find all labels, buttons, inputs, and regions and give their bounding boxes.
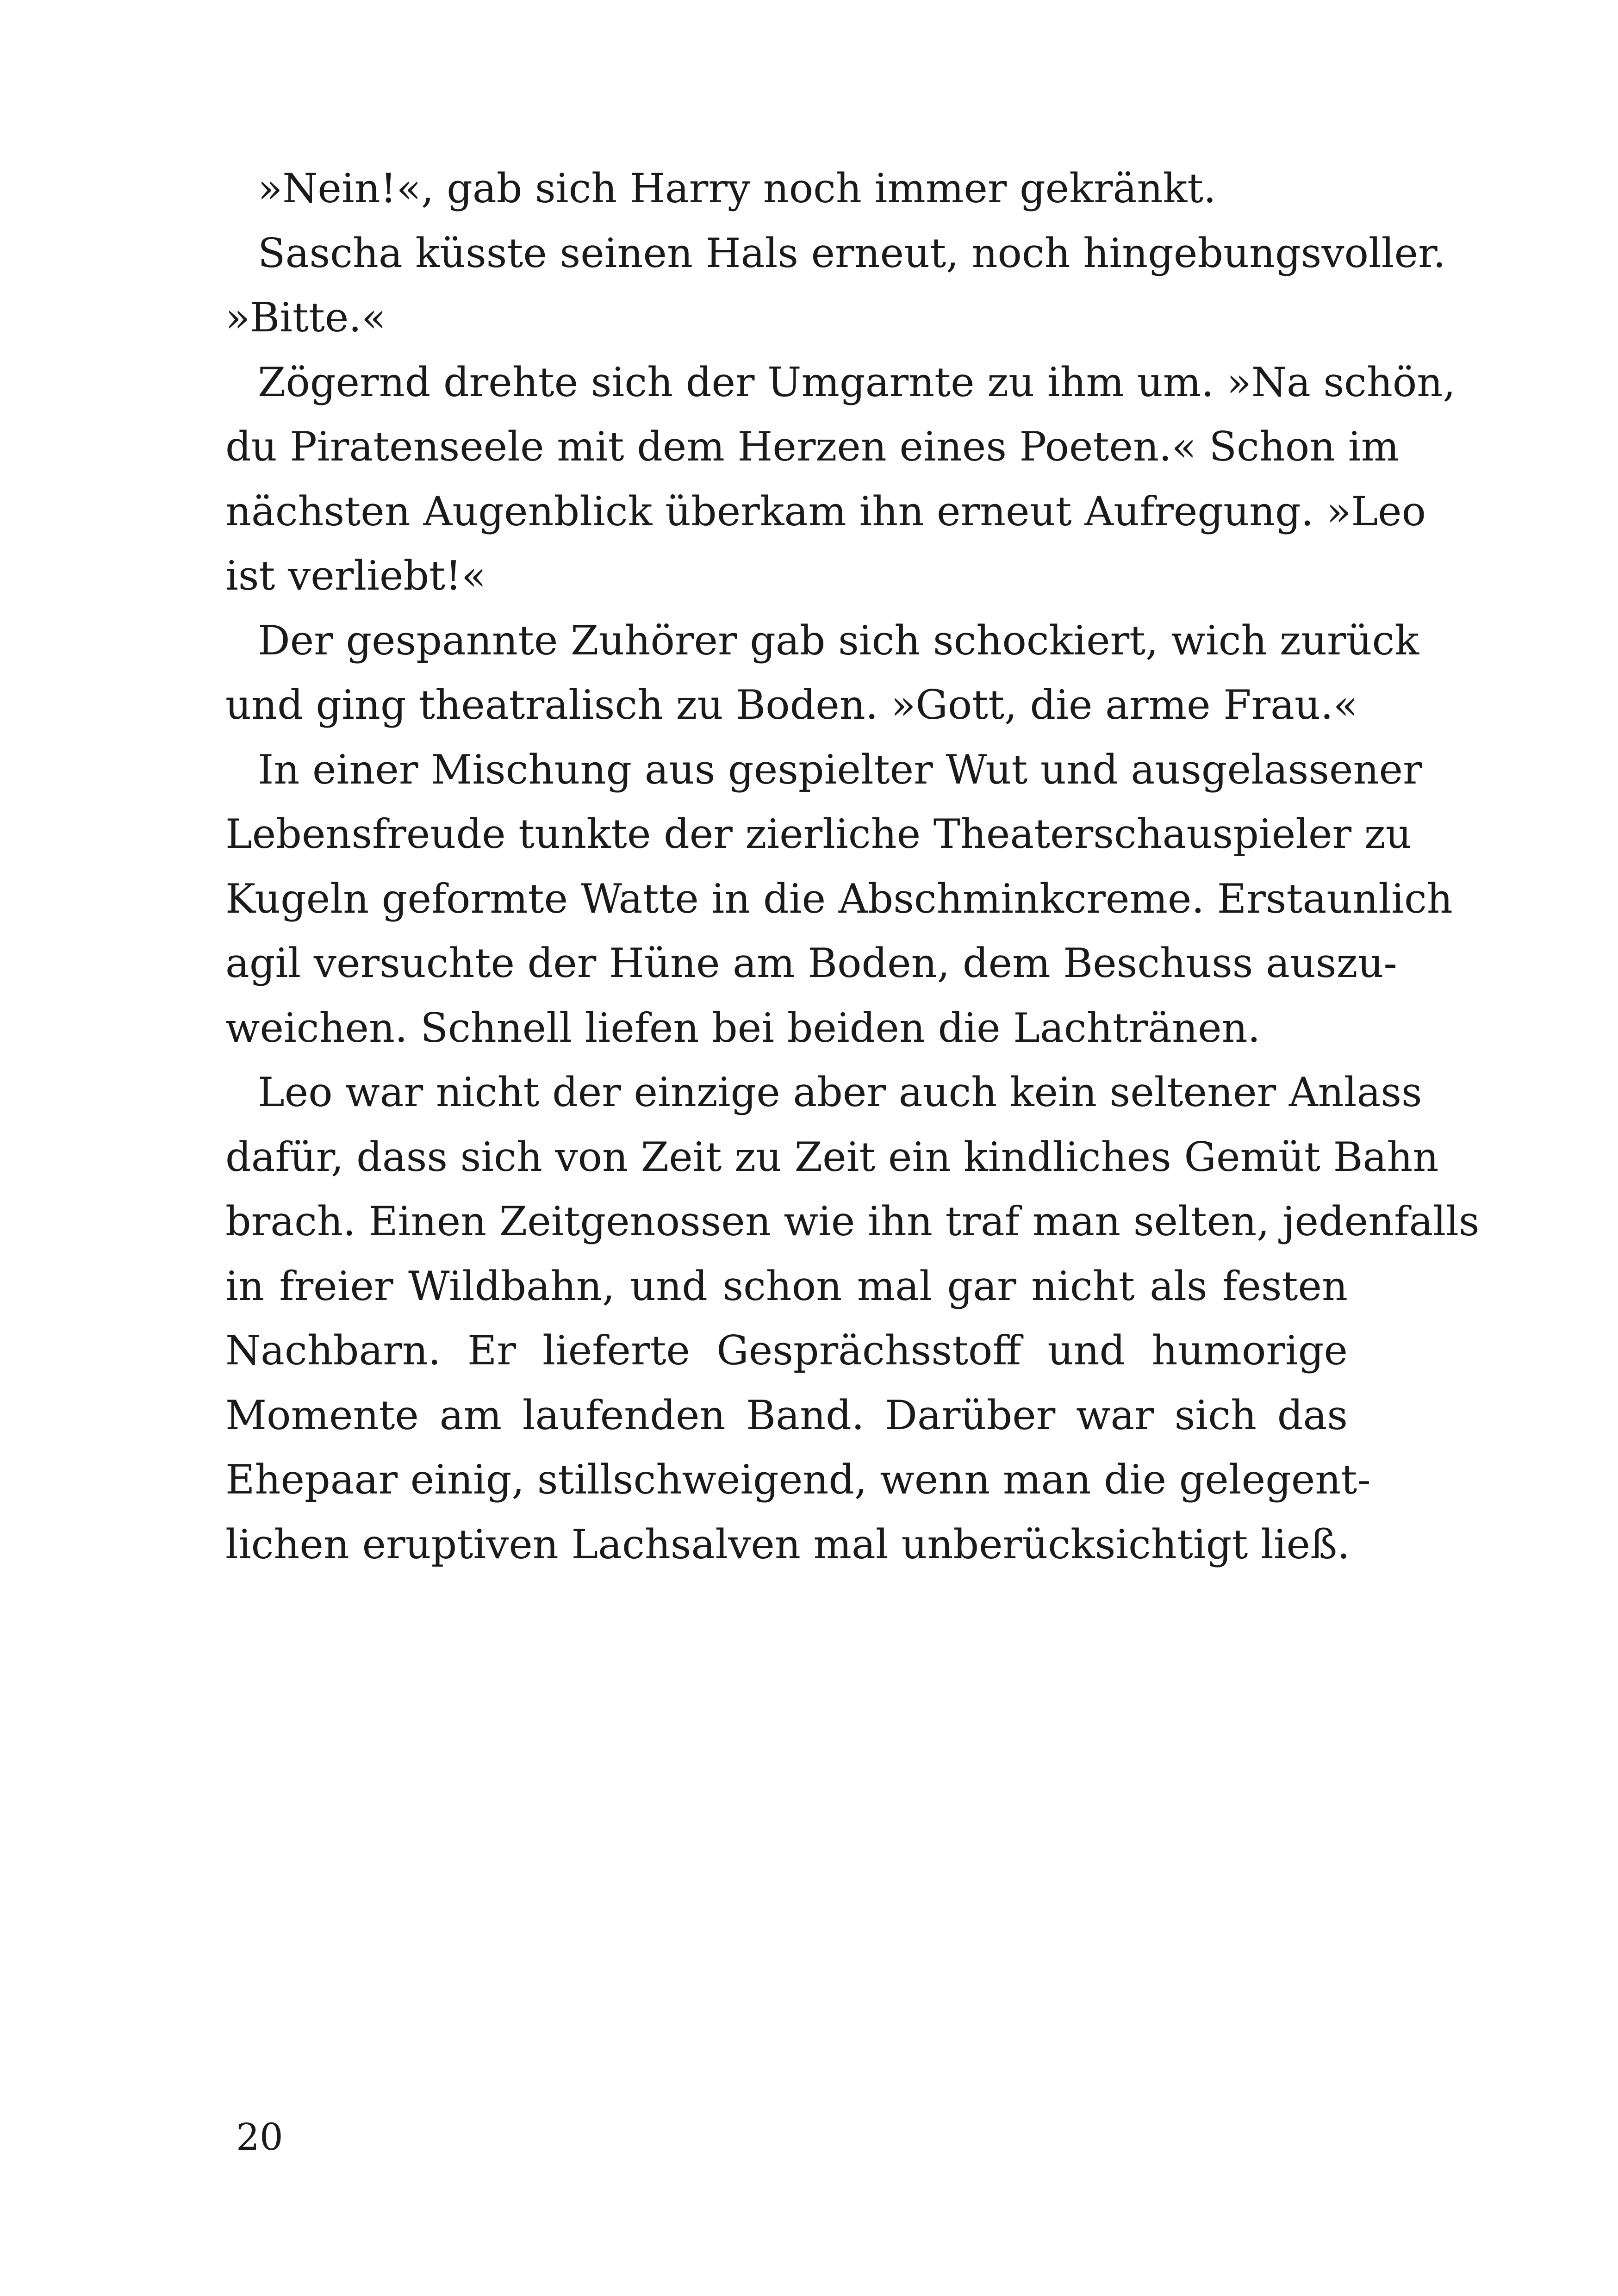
text-line: nächsten Augenblick überkam ihn erneut Aufregung. »Leo bbox=[225, 487, 1426, 535]
text-line: Der gespannte Zuhörer gab sich schockiert, wich zurück bbox=[258, 616, 1419, 664]
text-line: du Piratenseele mit dem Herzen eines Poeten.« Schon im bbox=[225, 423, 1400, 470]
text-line: Momente am laufenden Band. Darüber war sich das bbox=[225, 1391, 1348, 1439]
text-line: Nachbarn. Er lieferte Gesprächsstoff und humorige bbox=[225, 1327, 1348, 1374]
text-line: Kugeln geformte Watte in die Abschminkcreme. Erstaunlich bbox=[225, 875, 1453, 922]
text-line: Lebensfreude tunkte der zierliche Theaterschauspieler zu bbox=[225, 810, 1412, 858]
text-line: Ehepaar einig, stillschweigend, wenn man die gelegent- bbox=[225, 1456, 1371, 1503]
page-number: 20 bbox=[236, 2116, 283, 2159]
text-line: Leo war nicht der einzige aber auch kein seltener Anlass bbox=[258, 1069, 1422, 1116]
text-line: weichen. Schnell liefen bei beiden die Lachtränen. bbox=[225, 1004, 1261, 1052]
text-line: ist verliebt!« bbox=[225, 552, 486, 599]
text-line: brach. Einen Zeitgenossen wie ihn traf man selten, jedenfalls bbox=[225, 1198, 1480, 1245]
text-line: und ging theatralisch zu Boden. »Gott, die arme Frau.« bbox=[225, 681, 1358, 728]
text-line: In einer Mischung aus gespielter Wut und ausgelassener bbox=[258, 746, 1422, 793]
text-line: »Nein!«, gab sich Harry noch immer gekränkt. bbox=[258, 165, 1216, 212]
text-line: agil versuchte der Hüne am Boden, dem Beschuss auszu- bbox=[225, 940, 1397, 987]
text-line: »Bitte.« bbox=[225, 294, 386, 341]
text-line: in freier Wildbahn, und schon mal gar nicht als festen bbox=[225, 1262, 1348, 1310]
text-line: Zögernd drehte sich der Umgarnte zu ihm um. »Na schön, bbox=[258, 358, 1456, 406]
body-text bbox=[225, 156, 1480, 1577]
text-line: Sascha küsste seinen Hals erneut, noch hingebungsvoller. bbox=[258, 229, 1446, 277]
text-line: dafür, dass sich von Zeit zu Zeit ein kindliches Gemüt Bahn bbox=[225, 1133, 1439, 1181]
text-line: lichen eruptiven Lachsalven mal unberücksichtigt ließ. bbox=[225, 1520, 1350, 1568]
